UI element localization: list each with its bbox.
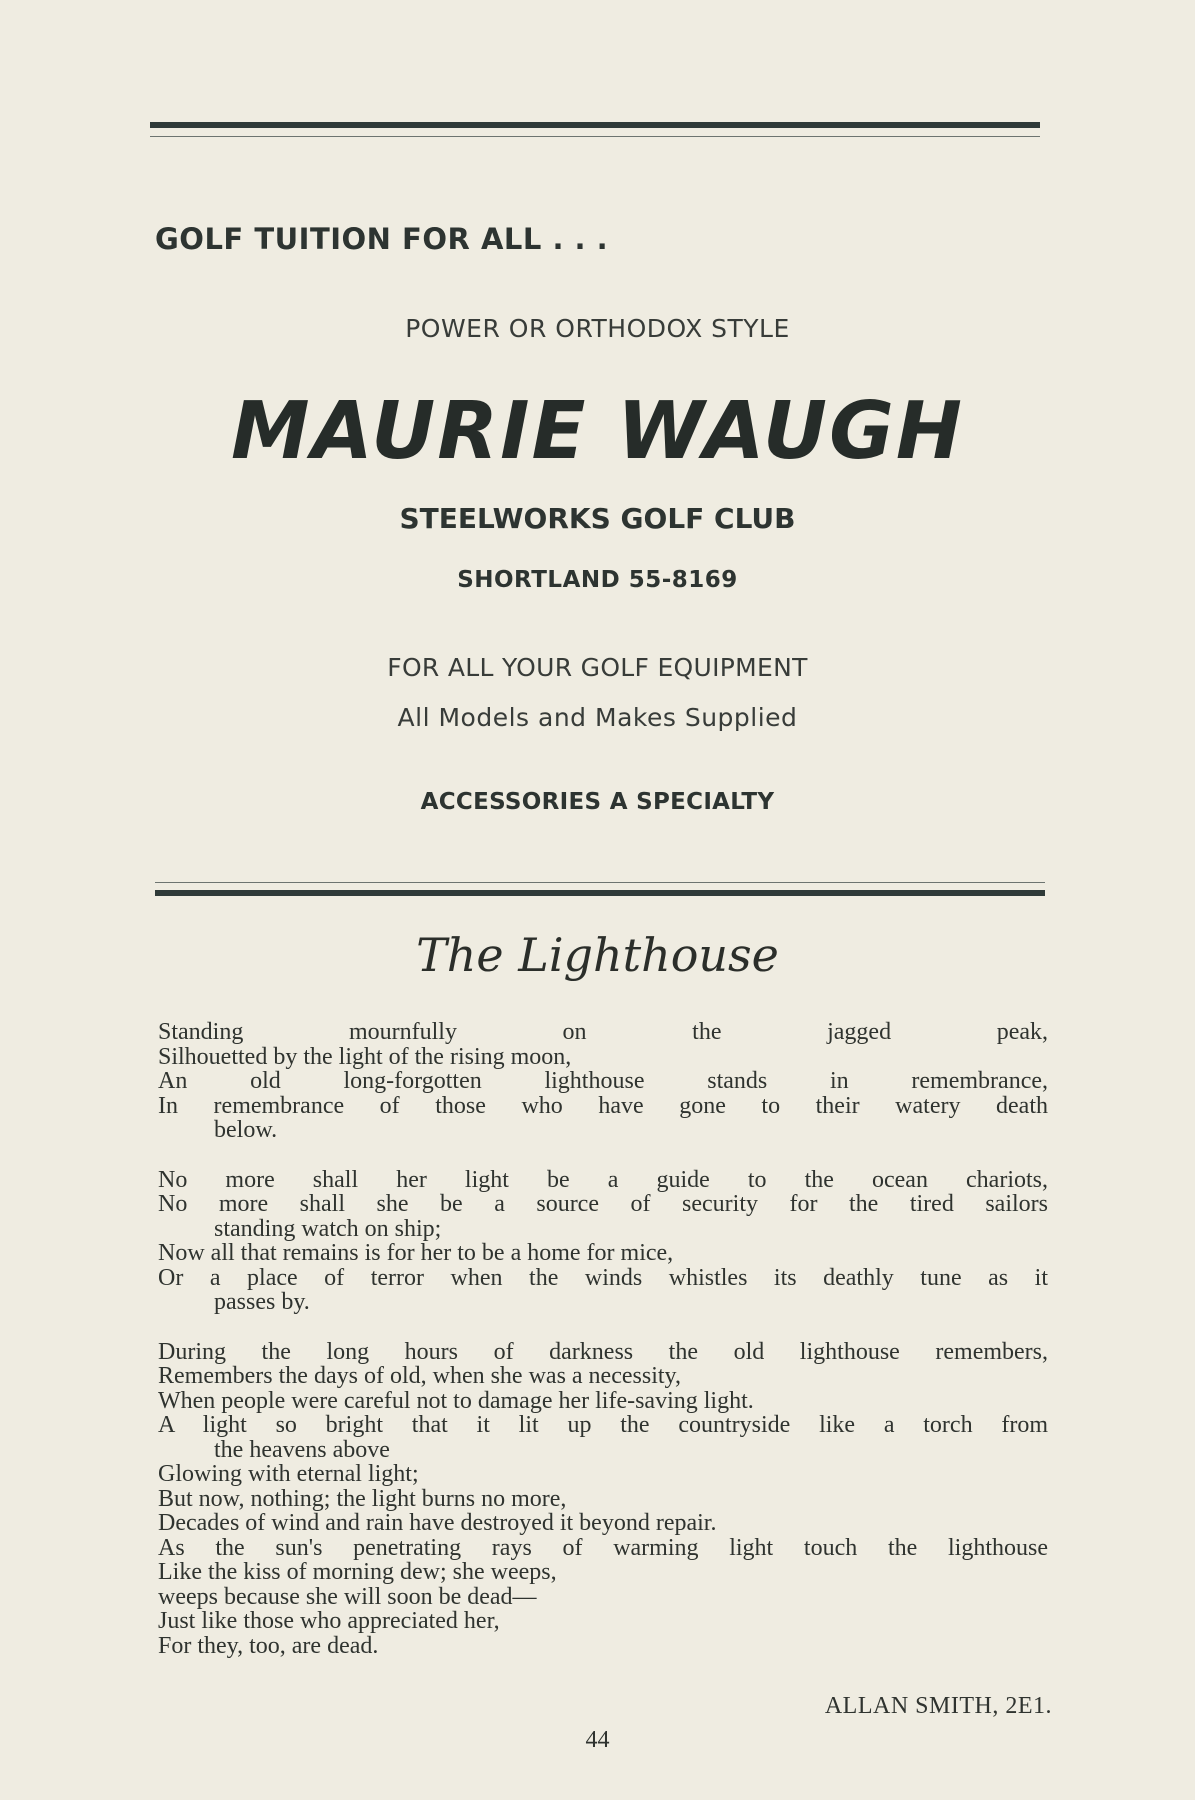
- poem-stanza-3: [158, 1340, 1048, 1659]
- poem-line: Like the kiss of morning dew; she weeps,: [158, 1559, 557, 1585]
- page-number: 44: [585, 1727, 610, 1753]
- poem-line: Standing mournfully on the jagged peak,: [158, 1019, 1048, 1045]
- ad-accessories: ACCESSORIES A SPECIALTY: [420, 789, 775, 815]
- poem-title: The Lighthouse: [416, 928, 779, 982]
- poem-author: ALLAN SMITH, 2E1.: [824, 1693, 1052, 1719]
- poem-line: A light so bright that it lit up the countryside like a torch from: [158, 1412, 1048, 1438]
- ad-name: MAURIE WAUGH: [230, 385, 965, 477]
- mid-rule-thin: [155, 882, 1045, 883]
- poem-line: below.: [214, 1117, 278, 1143]
- top-rule: [150, 122, 1040, 128]
- poem-line: No more shall she be a source of security for the tired sailors: [158, 1191, 1048, 1217]
- ad-equipment: FOR ALL YOUR GOLF EQUIPMENT: [387, 653, 808, 682]
- poem-line: As the sun's penetrating rays of warming light touch the lighthouse: [158, 1534, 1048, 1561]
- poem-line: Glowing with eternal light;: [158, 1461, 419, 1487]
- ad-phone: SHORTLAND 55-8169: [457, 567, 738, 593]
- poem-stanza-1: [158, 1020, 1048, 1143]
- poem-line: Remembers the days of old, when she was a necessity,: [158, 1363, 681, 1389]
- poem-line: An old long-forgotten lighthouse stands in remembrance,: [158, 1068, 1048, 1094]
- poem-line: In remembrance of those who have gone to their watery death: [158, 1092, 1048, 1119]
- top-rule-thin: [150, 136, 1040, 137]
- ad-style: POWER OR ORTHODOX STYLE: [405, 314, 790, 343]
- poem-line: the heavens above: [214, 1436, 390, 1463]
- poem-line: For they, too, are dead.: [158, 1632, 379, 1659]
- ad-models: All Models and Makes Supplied: [397, 703, 798, 732]
- poem-line: weeps because she will soon be dead—: [158, 1583, 537, 1610]
- ad-heading: GOLF TUITION FOR ALL . . .: [155, 222, 609, 256]
- poem-line: During the long hours of darkness the old lighthouse remembers,: [158, 1338, 1048, 1365]
- poem-line: When people were careful not to damage her life-saving light.: [158, 1387, 754, 1414]
- poem-line: But now, nothing; the light burns no more,: [158, 1485, 567, 1512]
- poem-line: No more shall her light be a guide to the ocean chariots,: [158, 1166, 1048, 1193]
- ad-club: STEELWORKS GOLF CLUB: [399, 502, 796, 535]
- poem-line: Now all that remains is for her to be a home for mice,: [158, 1240, 674, 1266]
- poem-stanza-2: [158, 1168, 1048, 1315]
- poem-line: Silhouetted by the light of the rising moon,: [158, 1043, 572, 1070]
- poem-line: Decades of wind and rain have destroyed it beyond repair.: [158, 1510, 717, 1536]
- poem-body: [158, 1020, 1048, 1683]
- poem-line: Or a place of terror when the winds whistles its deathly tune as it: [158, 1264, 1048, 1291]
- mid-rule: [155, 890, 1045, 896]
- poem-line: standing watch on ship;: [214, 1215, 442, 1242]
- poem-line: passes by.: [214, 1289, 310, 1315]
- poem-line: Just like those who appreciated her,: [158, 1608, 500, 1634]
